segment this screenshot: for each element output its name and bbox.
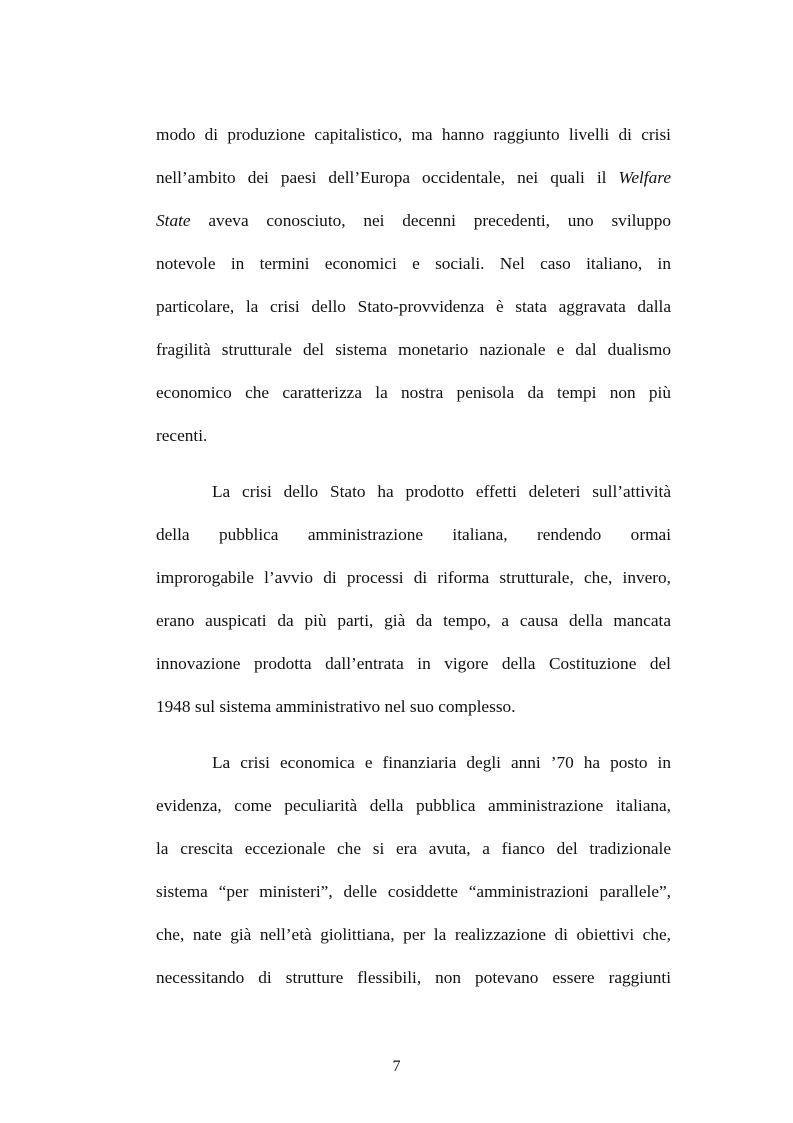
text-line: che, nate già nell’età giolittiana, per la realizzazione di obiettivi che,	[156, 925, 671, 944]
paragraph-gap	[156, 457, 671, 470]
text-line: recenti.	[156, 426, 208, 445]
text-line: State aveva conosciuto, nei decenni precedenti, uno sviluppo	[156, 211, 671, 230]
page-number: 7	[392, 1058, 401, 1075]
text-line: nell’ambito dei paesi dell’Europa occidentale, nei quali il Welfare	[156, 168, 671, 187]
text-line: economico che caratterizza la nostra penisola da tempi non più	[156, 383, 671, 402]
italic-term: State	[156, 211, 191, 230]
text-line: della pubblica amministrazione italiana, rendendo ormai	[156, 525, 671, 544]
document-body	[156, 113, 671, 999]
paragraph-2	[156, 470, 671, 728]
text-line: particolare, la crisi dello Stato-provvidenza è stata aggravata dalla	[156, 297, 671, 316]
text-line: sistema “per ministeri”, delle cosiddette “amministrazioni parallele”,	[156, 882, 671, 901]
text-line: innovazione prodotta dall’entrata in vigore della Costituzione del	[156, 654, 671, 673]
paragraph-gap	[156, 728, 671, 741]
italic-term: Welfare	[618, 168, 671, 187]
text-line: erano auspicati da più parti, già da tempo, a causa della mancata	[156, 611, 671, 630]
text-line: la crescita eccezionale che si era avuta, a fianco del tradizionale	[156, 839, 671, 858]
text-line: necessitando di strutture flessibili, non potevano essere raggiunti	[156, 968, 671, 987]
text-line: La crisi economica e finanziaria degli anni ’70 ha posto in	[212, 753, 671, 772]
text-line: modo di produzione capitalistico, ma hanno raggiunto livelli di crisi	[156, 125, 671, 144]
text-line: notevole in termini economici e sociali. Nel caso italiano, in	[156, 254, 671, 273]
text-line: 1948 sul sistema amministrativo nel suo complesso.	[156, 697, 516, 716]
paragraph-3	[156, 741, 671, 999]
text-line: evidenza, come peculiarità della pubblica amministrazione italiana,	[156, 796, 671, 815]
paragraph-1	[156, 113, 671, 457]
text-line: La crisi dello Stato ha prodotto effetti deleteri sull’attività	[212, 482, 671, 501]
text-line: fragilità strutturale del sistema monetario nazionale e dal dualismo	[156, 340, 671, 359]
text-line: improrogabile l’avvio di processi di riforma strutturale, che, invero,	[156, 568, 671, 587]
